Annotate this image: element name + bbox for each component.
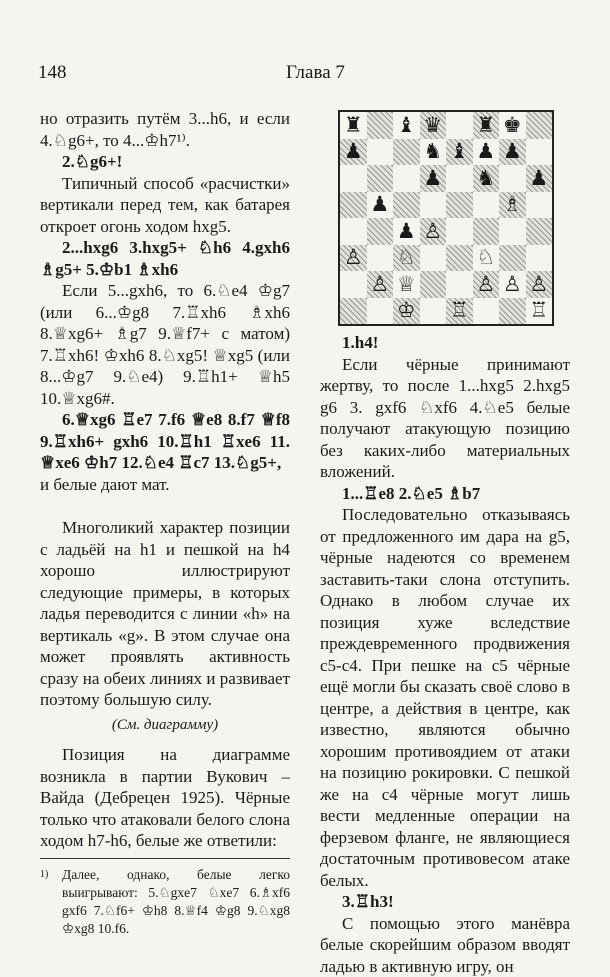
paragraph: 1...♖e8 2.♘e5 ♗b7 (320, 483, 570, 505)
footnote (40, 866, 290, 938)
right-column (320, 332, 570, 977)
board-square: ♖ (446, 298, 473, 325)
paragraph: 2.♘g6+! (40, 151, 290, 173)
board-square (393, 192, 420, 219)
left-column (40, 108, 290, 852)
board-square: ♚ (499, 112, 526, 139)
board-square: ♔ (393, 298, 420, 325)
board-square (526, 218, 553, 245)
board-square (393, 165, 420, 192)
board-square: ♖ (526, 298, 553, 325)
board-square: ♙ (499, 271, 526, 298)
paragraph: Если 5...gxh6, то 6.♘e4 ♔g7 (или 6...♔g8 7.♖xh6 ♗xh6 8.♕xg6+ ♗g7 9.♕f7+ с матом) 7.♖xh6! ♔xh6 8.♘xg5! ♕xg5 (или 8...♔g7 9.♘e4) 9.♖h1+ ♕h5 10.♕xg6#. (40, 280, 290, 409)
board-square: ♟ (340, 139, 367, 166)
footnote-divider (40, 858, 290, 859)
board-square (393, 139, 420, 166)
board-square (526, 112, 553, 139)
board-square (526, 139, 553, 166)
board-square (420, 192, 447, 219)
page-number: 148 (38, 62, 67, 84)
board-square (420, 245, 447, 272)
chapter-title: Глава 7 (286, 62, 345, 84)
board-square: ♝ (446, 139, 473, 166)
paragraph: Последовательно отказываясь от предложенного им дара на g5, чёрные надеются со временем заставить-таки слона отступить. Однако в любом случае их позиция хуже вследствие преждевременного продвижения c5-c4. При пешке на c5 чёрные ещё могли бы сказать своё слово в центре, а действия в центре, как известно, являются обычно хорошим противоядием от атаки на позицию рокировки. С пешкой же на c4 чёрные могут лишь вести медленные операции на ферзевом фланге, не являющиеся достаточным противовесом атаке белых. (320, 504, 570, 891)
board-square (446, 192, 473, 219)
paragraph: (См. диаграмму) (40, 715, 290, 737)
board-square (340, 192, 367, 219)
board-square: ♝ (393, 112, 420, 139)
board-square (340, 271, 367, 298)
board-square (340, 165, 367, 192)
board-square (499, 245, 526, 272)
board-square: ♟ (499, 139, 526, 166)
board-square: ♘ (473, 245, 500, 272)
board-square (446, 218, 473, 245)
chess-board (340, 112, 552, 324)
board-square (446, 165, 473, 192)
board-square (367, 112, 394, 139)
board-square (473, 192, 500, 219)
board-square (367, 165, 394, 192)
board-square: ♙ (420, 218, 447, 245)
paragraph: и белые дают мат. (40, 474, 290, 496)
board-square: ♘ (393, 245, 420, 272)
board-square: ♗ (499, 192, 526, 219)
paragraph: но отразить путём 3...h6, и если 4.♘g6+, то 4...♔h7¹⁾. (40, 108, 290, 151)
board-square (446, 271, 473, 298)
paragraph: 1.h4! (320, 332, 570, 354)
board-square: ♙ (340, 245, 367, 272)
paragraph: Многоликий характер позиции с ладьёй на h1 и пешкой на h4 хорошо иллюстрируют следующие примеры, в которых ладья переводится с линии «h» на вертикаль «g». В этом случае она может проявлять активность сразу на обеих линиях и развивает поэтому большую силу. (40, 517, 290, 711)
board-square: ♛ (420, 112, 447, 139)
board-square (526, 245, 553, 272)
board-square: ♟ (393, 218, 420, 245)
board-square: ♙ (473, 271, 500, 298)
paragraph: 2...hxg6 3.hxg5+ ♘h6 4.gxh6 ♗g5+ 5.♔b1 ♗xh6 (40, 237, 290, 280)
paragraph: Позиция на диаграмме возникла в партии Вукович – Вайда (Дебрецен 1925). Чёрные только что атаковали белого слона ходом h7-h6, белые же ответили: (40, 744, 290, 852)
chess-diagram (338, 110, 554, 326)
board-square (340, 298, 367, 325)
board-square: ♞ (473, 165, 500, 192)
paragraph: Типичный способ «расчистки» вертикали перед тем, как батарея откроет огонь ходом hxg5. (40, 173, 290, 238)
board-square (367, 139, 394, 166)
board-square (446, 112, 473, 139)
board-square (499, 298, 526, 325)
board-square: ♜ (473, 112, 500, 139)
footnote-mark: 1) (40, 866, 48, 884)
board-square (367, 218, 394, 245)
board-square (340, 218, 367, 245)
board-square (367, 298, 394, 325)
board-square (367, 245, 394, 272)
board-square: ♟ (526, 165, 553, 192)
board-square (499, 165, 526, 192)
board-square: ♟ (473, 139, 500, 166)
board-square (473, 218, 500, 245)
paragraph: С помощью этого манёвра белые скорейшим образом вводят ладью в активную игру, он (320, 913, 570, 977)
board-square (499, 218, 526, 245)
board-square (526, 192, 553, 219)
board-square (420, 271, 447, 298)
board-square (446, 245, 473, 272)
paragraph (40, 495, 290, 517)
paragraph: 3.♖h3! (320, 891, 570, 913)
paragraph: 6.♕xg6 ♖e7 7.f6 ♕e8 8.f7 ♕f8 9.♖xh6+ gxh6 10.♖h1 ♖xe6 11. ♕xe6 ♔h7 12.♘e4 ♖c7 13.♘g5+, (40, 409, 290, 474)
board-square: ♕ (393, 271, 420, 298)
board-square: ♞ (420, 139, 447, 166)
footnote-text: Далее, однако, белые легко выигрывают: 5.♘gxe7 ♘xe7 6.♗xf6 gxf6 7.♘f6+ ♔h8 8.♕f4 ♔g8 9.♘xg8 ♔xg8 10.f6. (40, 866, 290, 938)
board-square (473, 298, 500, 325)
board-square: ♙ (367, 271, 394, 298)
board-square: ♟ (420, 165, 447, 192)
board-square: ♙ (526, 271, 553, 298)
board-square: ♜ (340, 112, 367, 139)
paragraph: Если чёрные принимают жертву, то после 1...hxg5 2.hxg5 g6 3. gxf6 ♘xf6 4.♘e5 белые получают атакующую позицию без каких-либо материальных вложений. (320, 354, 570, 483)
page-header (36, 62, 574, 86)
board-square (420, 298, 447, 325)
board-square: ♟ (367, 192, 394, 219)
